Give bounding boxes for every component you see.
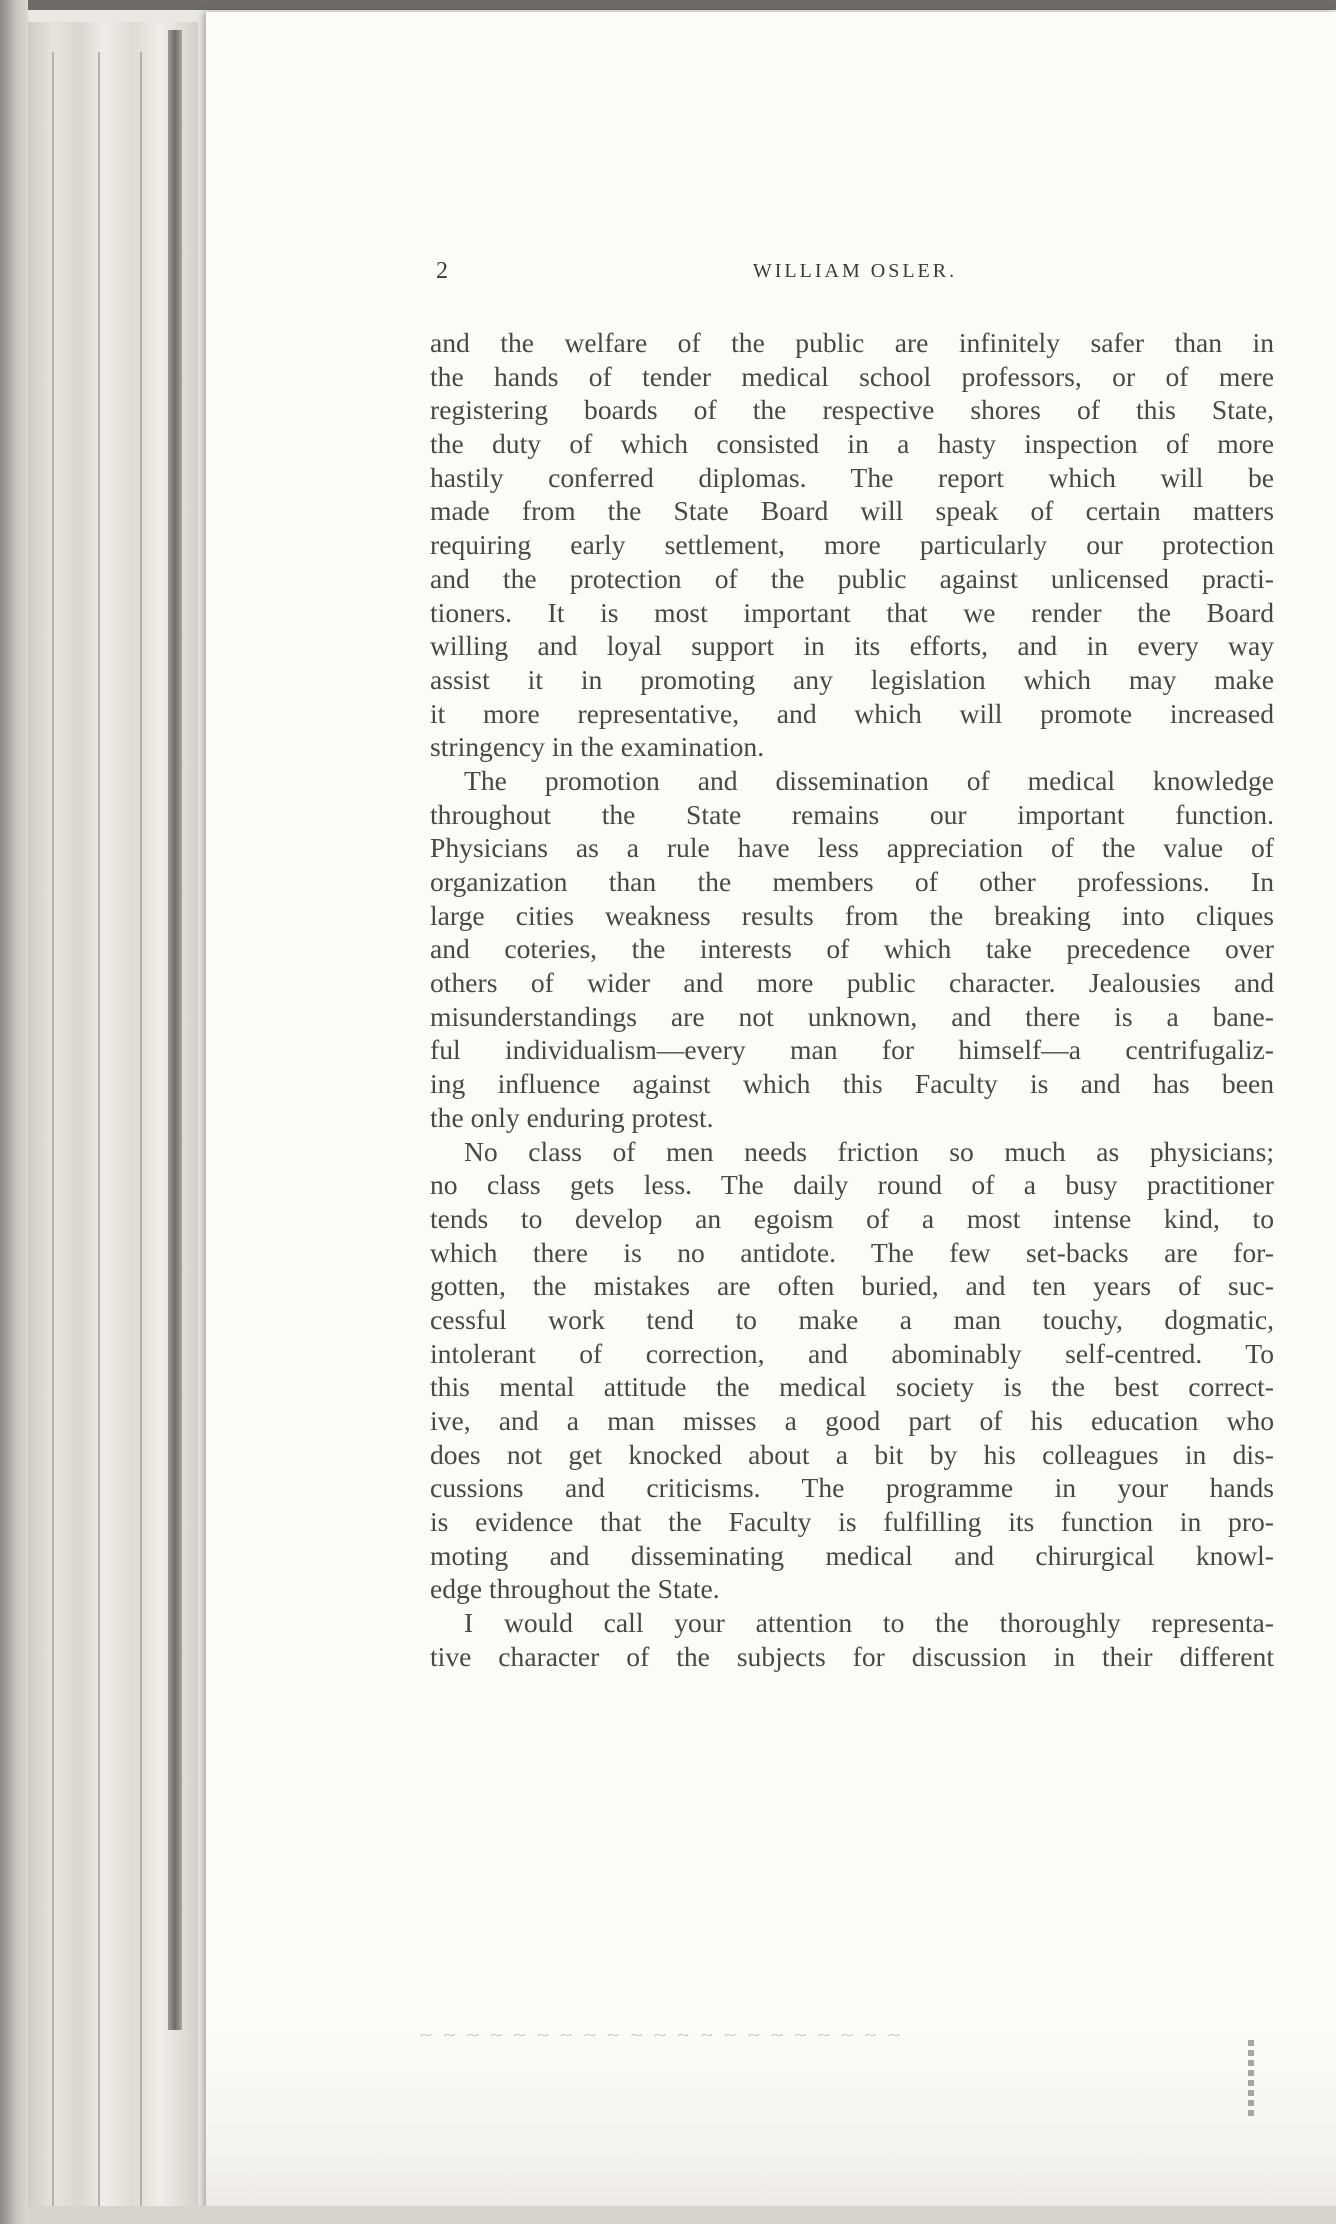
running-head: WILLIAM OSLER. <box>752 260 958 282</box>
text-line: tioners. It is most important that we render the Board <box>430 596 1274 628</box>
text-line: large cities weakness results from the breaking into cliques <box>430 899 1274 931</box>
text-line: others of wider and more public character. Jealousies and <box>430 967 1274 999</box>
page-edge-line <box>52 52 54 2224</box>
text-line: assist it in promoting any legislation which may make <box>430 663 1274 695</box>
text-line: edge throughout the State. <box>430 1573 720 1605</box>
page-header <box>436 258 1274 292</box>
text-line: I would call your attention to the thoroughly representa- <box>464 1607 1274 1639</box>
text-line: the hands of tender medical school professors, or of mere <box>430 360 1274 392</box>
text-line: it more representative, and which will promote increased <box>430 697 1274 729</box>
text-line: requiring early settlement, more particularly our protection <box>430 529 1274 561</box>
book-edge-shadow <box>0 0 28 2224</box>
page-bottom-strip <box>28 2206 1336 2224</box>
body-text <box>430 326 1274 1674</box>
text-line: does not get knocked about a bit by his colleagues in dis- <box>430 1438 1274 1470</box>
text-line: stringency in the examination. <box>430 731 765 763</box>
text-line: and the protection of the public against unlicensed practi- <box>430 562 1274 594</box>
page-lower-edge <box>206 2030 1336 2224</box>
text-line: no class gets less. The daily round of a busy practitioner <box>430 1169 1274 1201</box>
text-line: registering boards of the respective shores of this State, <box>430 394 1274 426</box>
text-line: the duty of which consisted in a hasty inspection of more <box>430 428 1274 460</box>
text-line: No class of men needs friction so much as physicians; <box>464 1135 1274 1167</box>
text-line: moting and disseminating medical and chirurgical knowl- <box>430 1539 1274 1571</box>
text-line: tends to develop an egoism of a most intense kind, to <box>430 1202 1274 1234</box>
text-line: tive character of the subjects for discussion in their different <box>430 1640 1274 1672</box>
text-line: The promotion and dissemination of medical knowledge <box>464 764 1274 796</box>
text-line: ive, and a man misses a good part of his education who <box>430 1405 1274 1436</box>
page-edge-line <box>98 52 100 2224</box>
text-line: made from the State Board will speak of certain matters <box>430 495 1274 527</box>
text-line: which there is no antidote. The few set-backs are for- <box>430 1236 1274 1268</box>
text-line: the only enduring protest. <box>430 1101 714 1133</box>
text-line: and coteries, the interests of which take precedence over <box>430 933 1274 965</box>
text-line: intolerant of correction, and abominably self-centred. To <box>430 1337 1274 1369</box>
text-line: is evidence that the Faculty is fulfilling its function in pro- <box>430 1506 1274 1538</box>
text-line: cessful work tend to make a man touchy, dogmatic, <box>430 1303 1274 1335</box>
text-line: misunderstandings are not unknown, and there is a bane- <box>430 1000 1274 1032</box>
text-line: Physicians as a rule have less appreciation of the value of <box>430 832 1274 864</box>
text-line: hastily conferred diplomas. The report which will be <box>430 461 1274 493</box>
bleed-through-text: ~ ~ ~ ~ ~ ~ ~ ~ ~ ~ ~ ~ ~ ~ ~ ~ ~ ~ ~ ~ ~ <box>420 2028 903 2042</box>
text-line: gotten, the mistakes are often buried, and ten years of suc- <box>430 1270 1274 1302</box>
text-line: ing influence against which this Faculty is and has been <box>430 1068 1274 1100</box>
text-line: throughout the State remains our important function. <box>430 798 1274 830</box>
book-binding <box>168 30 182 2030</box>
text-line: and the welfare of the public are infinitely safer than in <box>430 327 1274 358</box>
text-line: ful individualism—every man for himself—a centrifugaliz- <box>430 1034 1274 1066</box>
page-edge-line <box>140 52 142 2224</box>
text-line: willing and loyal support in its efforts, and in every way <box>430 630 1274 662</box>
scanner-frame <box>0 0 1336 10</box>
text-line: cussions and criticisms. The programme in your hands <box>430 1472 1274 1504</box>
page-edge-mark <box>1248 2040 1254 2120</box>
page-number: 2 <box>436 258 448 284</box>
text-line: this mental attitude the medical society is the best correct- <box>430 1371 1274 1403</box>
text-line: organization than the members of other professions. In <box>430 866 1274 897</box>
